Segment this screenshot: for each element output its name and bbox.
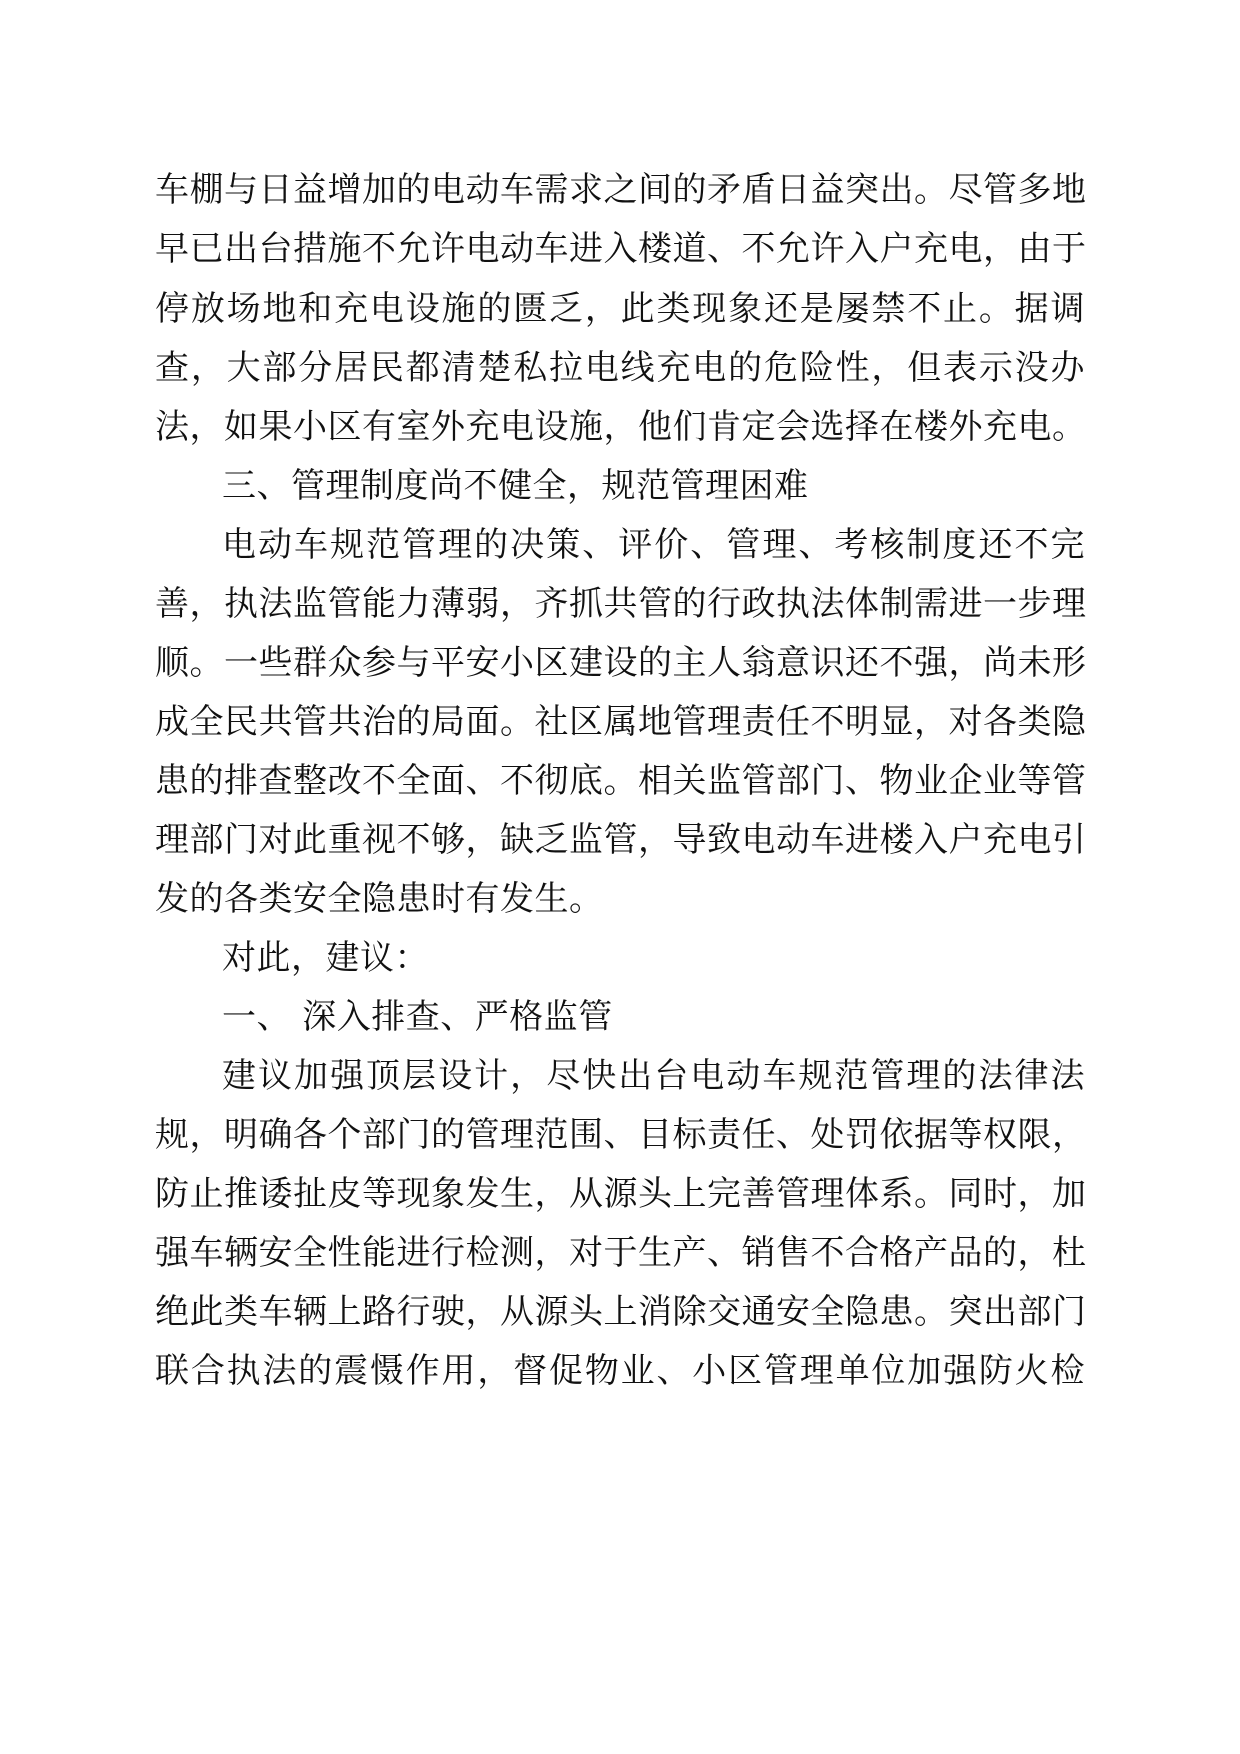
text-line: 防止推诿扯皮等现象发生，从源头上完善管理体系。同时，加 [155,1174,1087,1214]
text-line: 早已出台措施不允许电动车进入楼道、不允许入户充电，由于 [155,229,1087,269]
text-line: 理部门对此重视不够，缺乏监管，导致电动车进楼入户充电引 [155,820,1087,860]
text-line: 查，大部分居民都清楚私拉电线充电的危险性，但表示没办 [155,348,1085,388]
text-line: 法，如果小区有室外充电设施，他们肯定会选择在楼外充电。 [155,407,1087,447]
text-line: 联合执法的震慑作用，督促物业、小区管理单位加强防火检 [155,1351,1085,1391]
section-heading: 一、 深入排查、严格监管 [222,997,613,1037]
text-line: 对此，建议： [222,938,429,978]
text-line: 绝此类车辆上路行驶，从源头上消除交通安全隐患。突出部门 [155,1292,1087,1332]
text-line: 车棚与日益增加的电动车需求之间的矛盾日益突出。尽管多地 [155,170,1087,210]
text-line: 患的排查整改不全面、不彻底。相关监管部门、物业企业等管 [155,761,1087,801]
section-heading: 三、管理制度尚不健全，规范管理困难 [222,466,809,506]
text-line: 电动车规范管理的决策、评价、管理、考核制度还不完 [222,525,1085,565]
text-line: 顺。一些群众参与平安小区建设的主人翁意识还不强，尚未形 [155,643,1087,683]
text-line: 停放场地和充电设施的匮乏，此类现象还是屡禁不止。据调 [155,289,1085,329]
text-line: 善，执法监管能力薄弱，齐抓共管的行政执法体制需进一步理 [155,584,1087,624]
text-line: 建议加强顶层设计，尽快出台电动车规范管理的法律法 [222,1056,1085,1096]
text-line: 成全民共管共治的局面。社区属地管理责任不明显，对各类隐 [155,702,1087,742]
text-line: 强车辆安全性能进行检测，对于生产、销售不合格产品的，杜 [155,1233,1087,1273]
text-line: 发的各类安全隐患时有发生。 [155,879,604,919]
text-line: 规，明确各个部门的管理范围、目标责任、处罚依据等权限， [155,1115,1087,1155]
